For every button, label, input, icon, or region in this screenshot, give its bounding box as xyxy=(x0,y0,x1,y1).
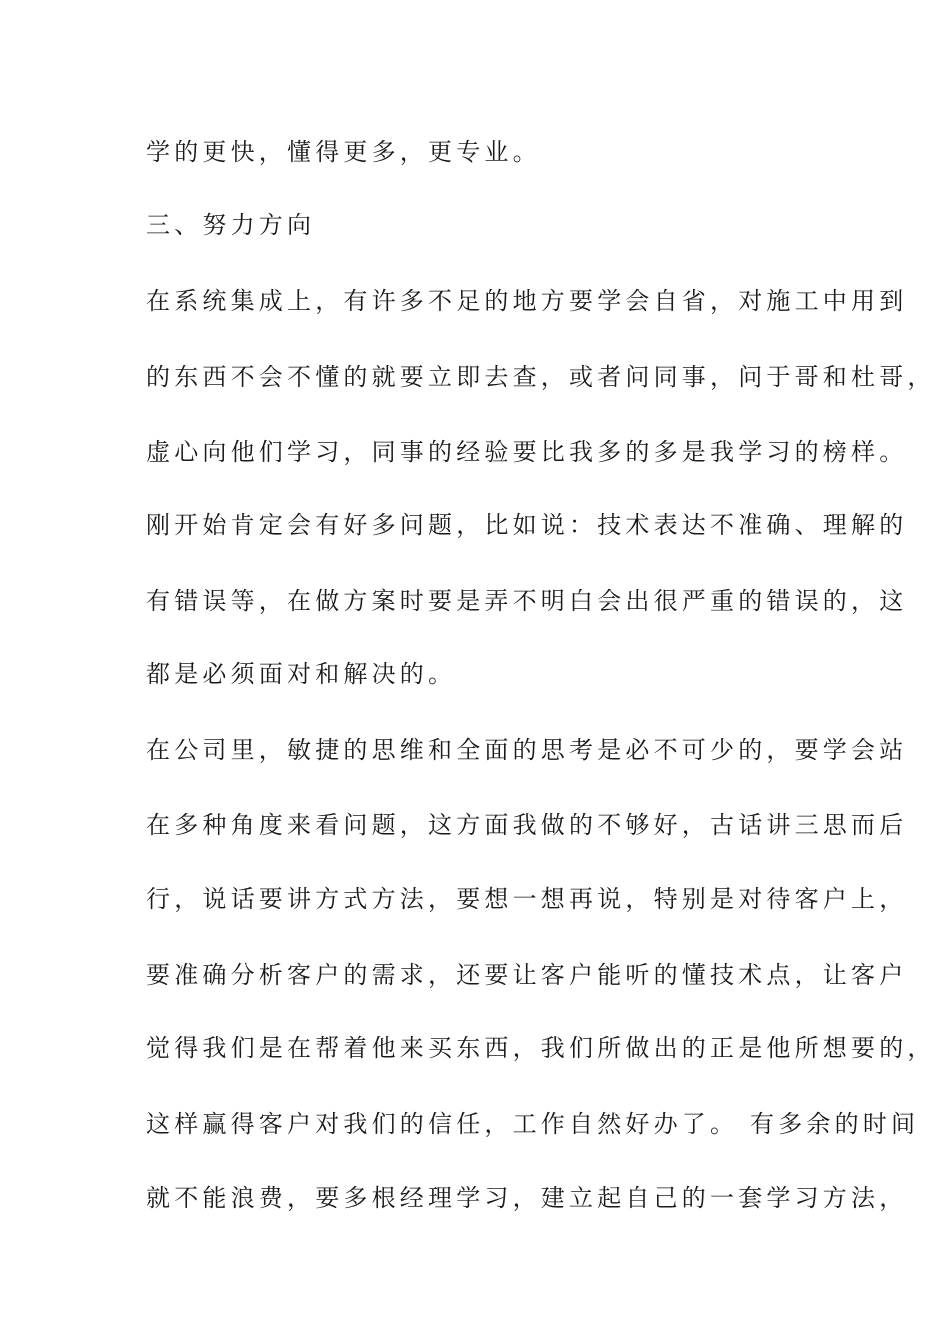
text-line: 的东西不会不懂的就要立即去查，或者问同事，问于哥和杜哥， xyxy=(146,363,936,391)
text-line: 要准确分析客户的需求，还要让客户能听的懂技术点，让客户 xyxy=(146,961,908,989)
text-line: 这样赢得客户对我们的信任，工作自然好办了。 有多余的时间 xyxy=(146,1110,920,1138)
text-line: 刚开始肯定会有好多问题，比如说：技术表达不准确、理解的 xyxy=(146,511,908,539)
text-line: 学的更快，懂得更多，更专业。 xyxy=(146,138,541,166)
text-line: 有错误等，在做方案时要是弄不明白会出很严重的错误的，这 xyxy=(146,587,908,615)
text-line: 都是必须面对和解决的。 xyxy=(146,660,457,688)
text-line: 就不能浪费，要多根经理学习，建立起自己的一套学习方法， xyxy=(146,1184,908,1212)
text-line: 在系统集成上，有许多不足的地方要学会自省，对施工中用到 xyxy=(146,287,908,315)
text-line: 虚心向他们学习，同事的经验要比我多的多是我学习的榜样。 xyxy=(146,438,908,466)
text-line: 觉得我们是在帮着他来买东西，我们所做出的正是他所想要的， xyxy=(146,1034,936,1062)
text-line: 行，说话要讲方式方法，要想一想再说，特别是对待客户上， xyxy=(146,885,908,913)
text-line: 在多种角度来看问题，这方面我做的不够好，古话讲三思而后 xyxy=(146,811,908,839)
text-line: 在公司里，敏捷的思维和全面的思考是必不可少的，要学会站 xyxy=(146,736,908,764)
section-heading: 三、努力方向 xyxy=(146,211,316,239)
